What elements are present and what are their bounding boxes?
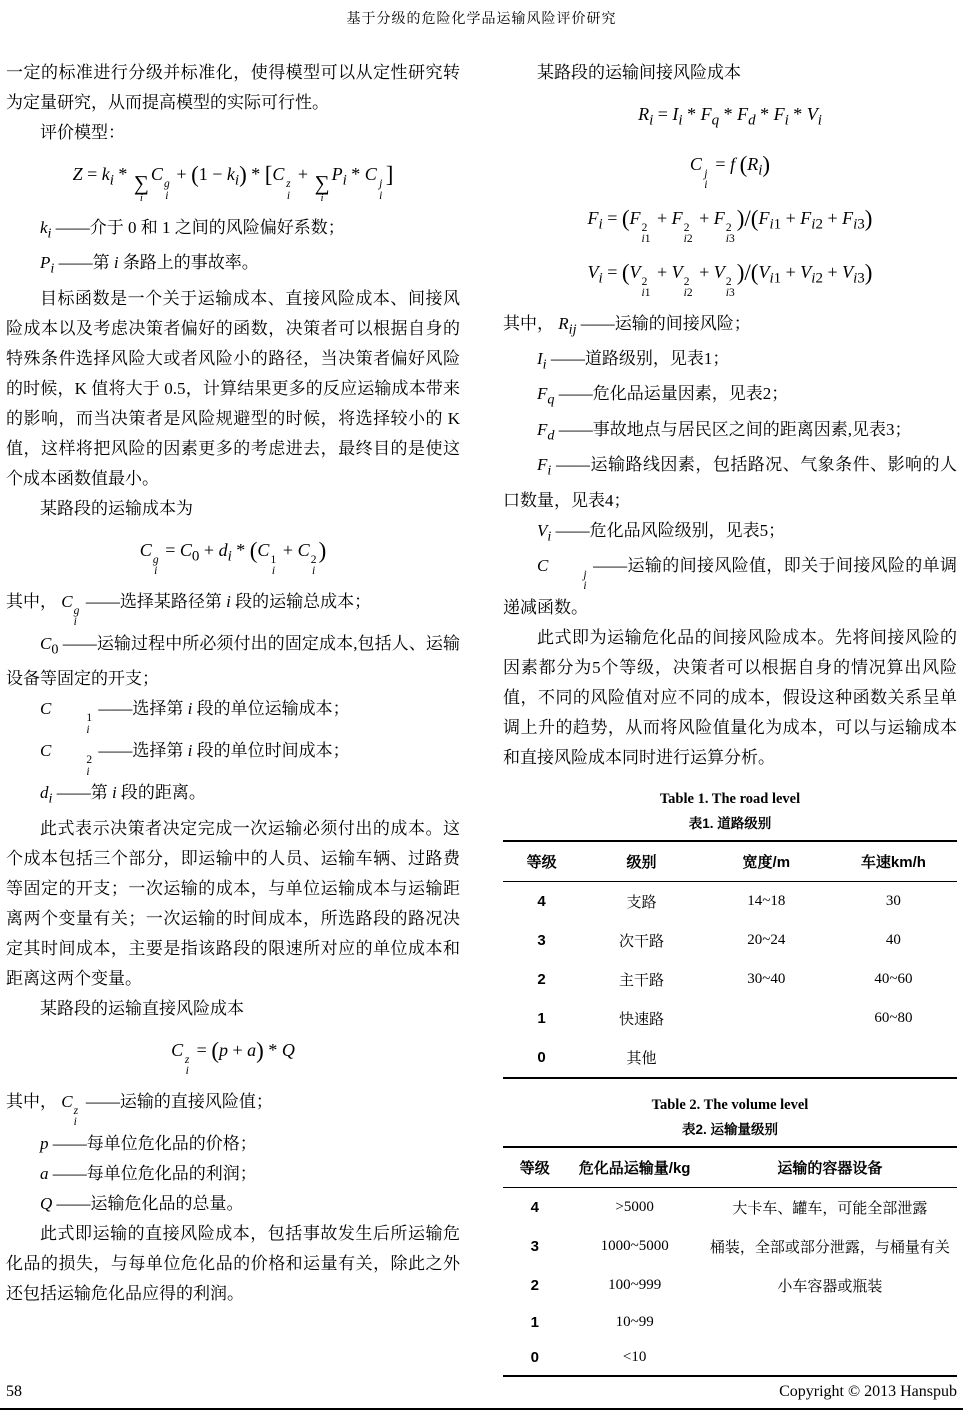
table1-caption — [503, 791, 957, 832]
table2-caption-en: Table 2. The volume level — [651, 1096, 809, 1113]
page-number: 58 — [6, 1383, 22, 1400]
cell: 14~18 — [747, 892, 786, 909]
definition-cj: C j i ——运输的间接风险值，即关于间接风险的单调递减函数。 — [503, 555, 957, 617]
definition-ki: $k_i$ ——介于 0 和 1 之间的风险偏好系数； — [40, 218, 345, 242]
definition-c1: C 1 i ——选择第 i 段的单位运输成本； — [40, 699, 350, 736]
cell: 60~80 — [874, 1009, 913, 1026]
definition-c2: C 2 i ——选择第 i 段的单位时间成本； — [40, 741, 350, 778]
cell: 小车容器或瓶装 — [777, 1278, 883, 1295]
column-header: 级别 — [580, 841, 703, 882]
formula-direct-risk: C z i = (p + a) * Q — [171, 1037, 295, 1078]
definition-p: p ——每单位危化品的价格； — [40, 1133, 257, 1153]
cell: 其他 — [626, 1050, 657, 1067]
cell: >5000 — [615, 1198, 654, 1215]
cell: 桶装，全部或部分泄露，与桶量有关 — [709, 1239, 950, 1256]
cell: 30 — [885, 892, 901, 909]
definition-cz: 其中， C z i ——运输的直接风险值； — [6, 1091, 273, 1129]
formula-risk-level: $V_i = (V$ 2 i1 + V 2 i2 + V 2 i3 )$/(V_{i1} + V_{i2} + V_{i3})$ — [587, 259, 873, 300]
column-header: 车速km/h — [830, 841, 957, 882]
table1-header-row — [503, 841, 957, 882]
left-column — [6, 58, 460, 1377]
table-row — [503, 999, 957, 1038]
cell — [703, 1038, 830, 1078]
table-row — [503, 1227, 957, 1266]
bottom-rule — [0, 1408, 963, 1410]
cell: 次干路 — [618, 933, 664, 950]
formula-objective-z: $Z = k_i$ * ∑ i C g i + $(1 - k_i) * [C$ z i + ∑ i $P_i$ * C j i ] — [72, 162, 394, 204]
paragraph-indirect-risk-explain: 此式即为运输危化品的间接风险成本。先将间接风险的因素都分为5个等级，决策者可以根据自身的情况算出风险值，不同的风险值对应不同的成本，假设这种函数关系呈单调上升的趋势，从而将风险值量化为成本，可以与运输成本和直接风险成本同时进行运算分析。 — [503, 627, 957, 767]
definition-cg: 其中， C g i ——选择某路径第 i 段的运输总成本； — [6, 591, 372, 629]
cell — [703, 1305, 957, 1340]
definition-fd: $F_d$ ——事故地点与居民区之间的距离因素,见表3； — [537, 419, 912, 444]
table-row — [503, 1340, 957, 1376]
definition-fq: $F_q$ ——危化品运量因素，见表2； — [537, 384, 789, 408]
running-head-title: 基于分级的危险化学品运输风险评价研究 — [346, 12, 617, 27]
cell-grade: 4 — [537, 892, 546, 910]
column-header: 宽度/m — [703, 841, 830, 882]
cell: 1000~5000 — [600, 1237, 669, 1254]
definition-di: $d_i$ ——第 i 段的距离。 — [40, 783, 206, 807]
cell: 大卡车、罐车，可能全部泄露 — [732, 1200, 928, 1217]
table2-caption — [503, 1097, 957, 1138]
table-row — [503, 1266, 957, 1305]
table-row — [503, 921, 957, 960]
cell-grade: 0 — [537, 1048, 546, 1066]
column-header: 危化品运输量/kg — [567, 1147, 703, 1188]
cell-grade: 2 — [537, 970, 546, 988]
paragraph-intro: 一定的标准进行分级并标准化，使得模型可以从定性研究转为定量研究，从而提高模型的实际可行性。 — [6, 63, 460, 112]
definition-fi: $F_i$ ——运输路线因素，包括路况、气象条件、影响的人口数量，见表4； — [503, 455, 957, 510]
formula-transport-cost: C g i = $C_0 + d_i * (C$ 1 i + C 2 i ) — [139, 537, 327, 578]
cell — [830, 1038, 957, 1078]
cell-grade: 2 — [530, 1276, 539, 1294]
cell: 40~60 — [874, 970, 913, 987]
cell: <10 — [622, 1348, 647, 1365]
table1-road-level — [503, 840, 957, 1079]
paragraph-indirect-risk-label: 某路段的运输间接风险成本 — [537, 63, 741, 82]
cell: 快速路 — [618, 1011, 664, 1028]
formula-cj-function: C j i = f $(R_i)$ — [689, 151, 771, 192]
formula-indirect-risk: $R_i = I_i * F_q * F_d * F_i * V_i$ — [638, 104, 822, 129]
table2-volume-level — [503, 1146, 957, 1377]
formula-route-factor: $F_i = (F$ 2 i1 + F 2 i2 + F 2 i3 )$/(F_{i1} + F_{i2} + F_{i3})$ — [587, 205, 873, 246]
cell-grade: 4 — [530, 1198, 539, 1216]
table1-caption-zh: 表1. 道路级别 — [688, 815, 772, 831]
two-column-body — [0, 58, 963, 1377]
table-row — [503, 1305, 957, 1340]
cell-grade: 1 — [530, 1313, 539, 1331]
page-footer — [6, 1383, 957, 1401]
definition-vi: $V_i$ ——危化品风险级别，见表5； — [537, 520, 786, 544]
table-row — [503, 960, 957, 999]
cell: 支路 — [626, 894, 657, 911]
cell-grade: 3 — [530, 1237, 539, 1255]
cell: 10~99 — [615, 1313, 654, 1330]
right-column — [503, 58, 957, 1377]
paragraph-direct-risk-explain: 此式即运输的直接风险成本，包括事故发生后所运输危化品的损失，与每单位危化品的价格和运量有关，除此之外还包括运输危化品应得的利润。 — [6, 1223, 460, 1303]
paragraph-cost-explain: 此式表示决策者决定完成一次运输必须付出的成本。这个成本包括三个部分，即运输中的人员、运输车辆、过路费等固定的开支；一次运输的成本，与单位运输成本与运输距离两个变量有关；一次运输的时间成本，所选路段的路况决定其时间成本，主要是指该路段的限速所对应的单位成本和距离这两个变量。 — [6, 818, 460, 988]
table-row — [503, 1187, 957, 1227]
paragraph-model-label: 评价模型： — [40, 123, 125, 142]
definition-c0: $C_0$ ——运输过程中所必须付出的固定成本,包括人、运输设备等固定的开支； — [6, 633, 460, 689]
cell-grade: 0 — [530, 1348, 539, 1366]
paragraph-direct-risk-label: 某路段的运输直接风险成本 — [40, 998, 244, 1018]
table-row — [503, 881, 957, 921]
cell: 20~24 — [747, 931, 786, 948]
paragraph-objective-explain: 目标函数是一个关于运输成本、直接风险成本、间接风险成本以及考虑决策者偏好的函数，决策者可以根据自身的特殊条件选择风险大或者风险小的路径，当决策者偏好风险的时候，K 值将大于 0.5，计算结果更多的反应运输成本带来的影响，而当决策者是风险规避型的时候，将选择较小的 K 值，这样将把风险的因素更多的考虑进去，最终目的是使这个成本函数值最小。 — [6, 288, 460, 488]
paragraph-cost-label: 某路段的运输成本为 — [40, 498, 193, 518]
table-row — [503, 1038, 957, 1078]
table2-header-row — [503, 1147, 957, 1188]
definition-q: Q ——运输危化品的总量。 — [40, 1193, 244, 1213]
cell: 100~999 — [608, 1276, 662, 1293]
definition-ii: $I_i$ ——道路级别，见表1； — [537, 348, 730, 373]
cell: 30~40 — [747, 970, 786, 987]
column-header: 等级 — [503, 841, 580, 882]
table1-caption-en: Table 1. The road level — [659, 790, 801, 807]
copyright-notice: Copyright © 2013 Hanspub — [779, 1383, 957, 1400]
cell — [703, 1340, 957, 1376]
cell-grade: 3 — [537, 931, 546, 949]
cell: 40 — [885, 931, 901, 948]
definition-a: a ——每单位危化品的利润； — [40, 1163, 257, 1183]
cell — [703, 999, 830, 1038]
definition-pi: $P_i$ ——第 i 条路上的事故率。 — [40, 253, 259, 277]
column-header: 运输的容器设备 — [703, 1147, 957, 1188]
column-header: 等级 — [503, 1147, 567, 1188]
definition-rij: 其中， $R_{ij}$ ——运输的间接风险； — [503, 313, 751, 337]
cell-grade: 1 — [537, 1009, 546, 1027]
cell: 主干路 — [618, 972, 664, 989]
table2-caption-zh: 表2. 运输量级别 — [681, 1121, 778, 1137]
